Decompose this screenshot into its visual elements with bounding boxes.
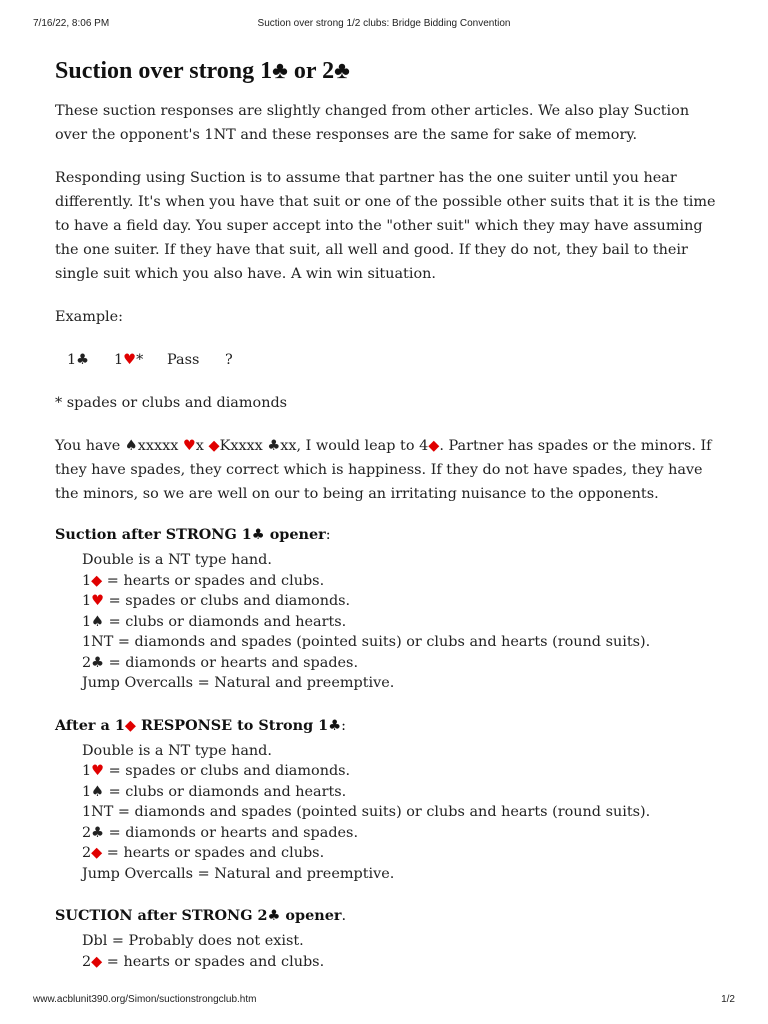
list-item: 1♠ = clubs or diamonds and hearts.: [82, 613, 347, 630]
footnote: * spades or clubs and diamonds: [55, 395, 288, 411]
list-item: 2◆ = hearts or spades and clubs.: [82, 845, 325, 861]
heart-icon: ♥: [123, 352, 137, 368]
auction-bid-3: Pass: [167, 352, 200, 368]
page-number: 1/2: [721, 994, 735, 1005]
club-icon: ♣: [267, 907, 281, 924]
diamond-icon: ◆: [428, 438, 440, 454]
section-heading-strong-2club: SUCTION after STRONG 2♣ opener.: [55, 907, 347, 924]
list-item: Double is a NT type hand.: [82, 742, 272, 759]
club-icon: ♣: [267, 438, 281, 454]
heart-icon: ♥: [182, 438, 196, 454]
list-item: 1♥ = spades or clubs and diamonds.: [82, 593, 351, 609]
list-item: 1♠ = clubs or diamonds and hearts.: [82, 783, 347, 800]
spade-icon: ♠: [91, 783, 105, 800]
responding-paragraph: Responding using Suction is to assume that partner has the one suiter until you hear differently. It's when you have that suit or one of the possible other suits that it is the time to have a field day. You super accept into the "other suit" which they may have assuming the one suiter. If they have that suit, all well and good. If they do not, they bail to their single suit which you also have. A win win situation.: [55, 170, 716, 282]
response-list-strong-1club: [82, 550, 725, 694]
list-item: 2◆ = hearts or spades and clubs.: [82, 953, 325, 970]
heart-icon: ♥: [91, 593, 105, 609]
list-item: Dbl = Probably does not exist.: [82, 933, 304, 949]
hand-paragraph: You have ♠xxxxx ♥x ◆Kxxxx ♣xx, I would leap to 4◆. Partner has spades or the minors. If they have spades, they correct which is happiness. If they do not have spades, they have the minors, so we are well on our to being an irritating nuisance to the opponents.: [55, 438, 712, 502]
club-icon: ♣: [91, 654, 105, 671]
club-icon: ♣: [76, 352, 90, 368]
auction-bid-4: ?: [225, 352, 233, 368]
print-url: www.acblunit390.org/Simon/suctionstrongclub.htm: [33, 994, 257, 1005]
list-item: 2♣ = diamonds or hearts and spades.: [82, 654, 359, 671]
print-page-title: Suction over strong 1/2 clubs: Bridge Bidding Convention: [257, 18, 511, 29]
diamond-icon: ◆: [208, 438, 220, 454]
example-auction: [55, 348, 725, 372]
list-item: Jump Overcalls = Natural and preemptive.: [82, 865, 395, 882]
diamond-icon: ◆: [124, 716, 136, 734]
list-item: 1◆ = hearts or spades and clubs.: [82, 572, 325, 589]
list-item: Jump Overcalls = Natural and preemptive.: [82, 675, 395, 691]
list-item: Double is a NT type hand.: [82, 552, 272, 568]
response-list-strong-2club: [82, 931, 725, 972]
list-item: 1♥ = spades or clubs and diamonds.: [82, 763, 351, 779]
club-icon: ♣: [328, 716, 342, 734]
diamond-icon: ◆: [91, 572, 103, 589]
heart-icon: ♥: [91, 763, 105, 779]
intro-paragraph: These suction responses are slightly changed from other articles. We also play Suction over the opponent's 1NT and these responses are the same for sake of memory.: [55, 103, 690, 143]
spade-icon: ♠: [124, 438, 138, 454]
response-list-after-1diamond: [82, 741, 725, 885]
list-item: 1NT = diamonds and spades (pointed suits) or clubs and hearts (round suits).: [82, 804, 651, 820]
club-icon: ♣: [334, 58, 350, 84]
diamond-icon: ◆: [91, 953, 103, 970]
list-item: 1NT = diamonds and spades (pointed suits) or clubs and hearts (round suits).: [82, 634, 651, 650]
club-icon: ♣: [91, 824, 105, 841]
page-title: Suction over strong 1♣ or 2♣: [55, 58, 350, 84]
auction-bid-1: 1♣: [67, 348, 114, 372]
section-heading-after-1diamond: After a 1◆ RESPONSE to Strong 1♣:: [55, 716, 346, 734]
print-datetime: 7/16/22, 8:06 PM: [33, 18, 110, 29]
auction-bid-2: 1♥*: [114, 348, 167, 372]
club-icon: ♣: [251, 526, 265, 543]
club-icon: ♣: [272, 58, 288, 84]
article: [55, 55, 725, 972]
list-item: 2♣ = diamonds or hearts and spades.: [82, 824, 359, 841]
spade-icon: ♠: [91, 613, 105, 630]
example-label: Example:: [55, 309, 124, 325]
section-heading-strong-1club: Suction after STRONG 1♣ opener:: [55, 526, 331, 543]
diamond-icon: ◆: [91, 845, 103, 861]
